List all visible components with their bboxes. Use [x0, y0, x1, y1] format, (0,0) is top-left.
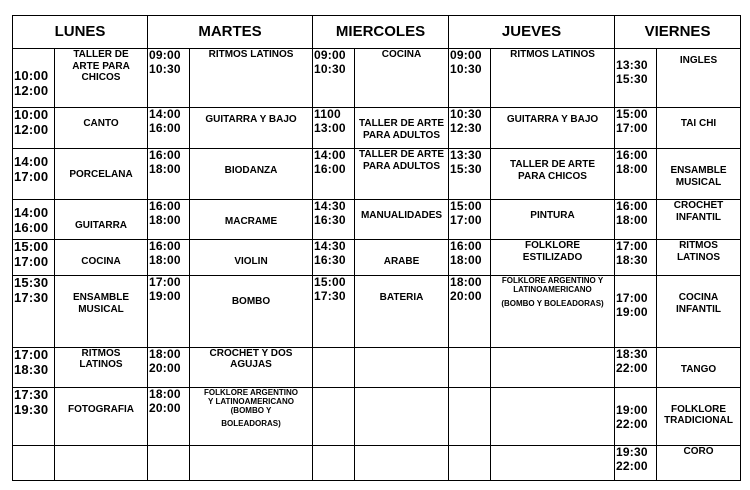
activity-name-line: AGUJAS	[230, 359, 272, 371]
day-header-martes: MARTES	[148, 16, 313, 49]
activity-name-line: BATERIA	[379, 292, 424, 304]
activity-name-line: ARABE	[383, 256, 420, 268]
activity-name-line: TANGO	[680, 363, 717, 375]
start-time: 19:30	[616, 445, 648, 460]
activity-name-line: RITMOS	[679, 240, 718, 252]
jueves-activity-cell	[491, 240, 615, 276]
activity-name-line: BOLEADORAS)	[221, 419, 281, 429]
lunes-time-cell	[13, 49, 55, 108]
end-time: 19:30	[14, 401, 49, 417]
end-time: 16:00	[14, 220, 49, 236]
end-time: 22:00	[616, 416, 648, 431]
activity-name-line: ENSAMBLE	[72, 292, 130, 304]
start-time: 14:00	[14, 154, 49, 170]
miercoles-activity-cell	[355, 108, 449, 149]
activity-name-line: BOMBO	[231, 296, 271, 308]
jueves-activity-cell	[491, 149, 615, 200]
viernes-time-cell	[615, 347, 657, 387]
activity-name-line: CROCHET Y DOS	[209, 347, 293, 359]
start-time: 17:00	[14, 347, 49, 362]
start-time: 19:00	[616, 402, 648, 417]
activity-name-line: ENSAMBLE	[670, 165, 727, 177]
activity-name-line: (BOMBO Y BOLEADORAS)	[501, 298, 604, 308]
viernes-time-cell	[615, 49, 657, 108]
start-time: 1100	[314, 107, 341, 122]
start-time: 14:30	[314, 199, 346, 214]
activity-name-line: ARTE PARA	[72, 60, 130, 72]
viernes-activity-cell	[657, 49, 741, 108]
lunes-time-cell	[13, 149, 55, 200]
viernes-activity-cell	[657, 387, 741, 445]
end-time: 17:30	[314, 289, 346, 304]
activity-name-line: GUITARRA Y BAJO	[205, 114, 297, 126]
miercoles-activity-cell	[355, 387, 449, 445]
viernes-time-cell	[615, 276, 657, 348]
start-time: 16:00	[149, 239, 181, 254]
start-time: 17:30	[14, 387, 49, 402]
start-time: 15:00	[616, 107, 648, 122]
viernes-time-cell	[615, 387, 657, 445]
end-time: 19:00	[616, 305, 648, 320]
miercoles-activity-cell	[355, 240, 449, 276]
end-time: 10:30	[450, 61, 482, 76]
lunes-activity-cell	[55, 240, 148, 276]
activity-name-line: GUITARRA	[74, 220, 128, 232]
viernes-time-cell	[615, 240, 657, 276]
header-row	[13, 16, 741, 49]
martes-time-cell	[148, 276, 190, 348]
activity-name-line: FOLKLORE ARGENTINO Y	[501, 276, 604, 286]
schedule-row	[13, 49, 741, 108]
start-time: 09:00	[149, 48, 181, 62]
martes-time-cell	[148, 49, 190, 108]
start-time: 14:00	[149, 107, 181, 122]
lunes-time-cell	[13, 240, 55, 276]
schedule-row	[13, 446, 741, 481]
end-time: 18:00	[616, 162, 648, 177]
miercoles-activity-cell	[355, 347, 449, 387]
end-time: 16:30	[314, 213, 346, 228]
lunes-activity-cell	[55, 347, 148, 387]
end-time: 18:00	[616, 213, 648, 228]
viernes-time-cell	[615, 108, 657, 149]
start-time: 09:00	[450, 48, 482, 62]
lunes-time-cell	[13, 347, 55, 387]
end-time: 18:30	[616, 253, 648, 268]
martes-activity-cell	[190, 240, 313, 276]
viernes-activity-cell	[657, 108, 741, 149]
activity-name-line: COCINA	[81, 256, 121, 268]
start-time: 16:00	[616, 199, 648, 214]
viernes-activity-cell	[657, 446, 741, 481]
activity-name-line: INFANTIL	[676, 303, 722, 315]
end-time: 20:00	[149, 400, 181, 415]
activity-name-line: LATINOS	[676, 251, 721, 263]
lunes-activity-cell	[55, 49, 148, 108]
end-time: 15:30	[616, 71, 648, 86]
lunes-time-cell	[13, 276, 55, 348]
activity-name-line: LATINOS	[79, 359, 123, 371]
miercoles-activity-cell	[355, 446, 449, 481]
schedule-body	[13, 49, 741, 481]
end-time: 17:00	[14, 254, 49, 270]
lunes-activity-cell	[55, 387, 148, 445]
start-time: 16:00	[450, 239, 482, 254]
start-time: 16:00	[149, 199, 181, 214]
activity-name-line: (BOMBO Y	[230, 406, 272, 416]
miercoles-time-cell	[313, 240, 355, 276]
activity-name-line: ESTILIZADO	[522, 251, 583, 263]
activity-name-line: GUITARRA Y BAJO	[506, 114, 599, 126]
end-time: 18:00	[450, 253, 482, 268]
jueves-time-cell	[449, 200, 491, 240]
jueves-activity-cell	[491, 200, 615, 240]
activity-name-line: FOLKLORE ARGENTINO	[204, 387, 298, 397]
schedule-row	[13, 149, 741, 200]
activity-name-line: RITMOS LATINOS	[208, 49, 294, 60]
activity-name-line: BIODANZA	[224, 165, 278, 177]
start-time: 09:00	[314, 48, 346, 62]
schedule-row	[13, 200, 741, 240]
start-time: 15:30	[14, 275, 49, 291]
end-time: 16:30	[314, 253, 346, 268]
start-time: 10:00	[14, 107, 49, 123]
martes-activity-cell	[190, 108, 313, 149]
jueves-activity-cell	[491, 446, 615, 481]
viernes-time-cell	[615, 200, 657, 240]
jueves-activity-cell	[491, 108, 615, 149]
activity-name-line: RITMOS	[81, 347, 121, 359]
activity-name-line: CHICOS	[81, 72, 121, 83]
end-time: 17:00	[616, 121, 648, 136]
miercoles-time-cell	[313, 347, 355, 387]
activity-name-line: MANUALIDADES	[360, 210, 443, 222]
jueves-activity-cell	[491, 49, 615, 108]
martes-time-cell	[148, 387, 190, 445]
martes-time-cell	[148, 200, 190, 240]
start-time: 16:00	[616, 148, 648, 163]
miercoles-time-cell	[313, 200, 355, 240]
jueves-activity-cell	[491, 276, 615, 348]
miercoles-activity-cell	[355, 200, 449, 240]
miercoles-time-cell	[313, 446, 355, 481]
end-time: 18:00	[149, 253, 181, 268]
activity-name-line: FOTOGRAFIA	[68, 403, 134, 415]
activity-name-line: PARA ADULTOS	[362, 160, 441, 172]
martes-activity-cell	[190, 347, 313, 387]
activity-name-line: PARA CHICOS	[518, 170, 587, 182]
viernes-activity-cell	[657, 149, 741, 200]
activity-name-line: CROCHET	[673, 200, 724, 212]
lunes-activity-cell	[55, 108, 148, 149]
viernes-time-cell	[615, 149, 657, 200]
start-time: 18:00	[149, 347, 181, 361]
jueves-time-cell	[449, 108, 491, 149]
martes-time-cell	[148, 347, 190, 387]
viernes-time-cell	[615, 446, 657, 481]
lunes-time-cell	[13, 387, 55, 445]
activity-name-line: FOLKLORE	[525, 240, 580, 252]
lunes-activity-cell	[55, 446, 148, 481]
martes-activity-cell	[190, 149, 313, 200]
start-time: 10:30	[450, 107, 482, 122]
end-time: 18:00	[149, 213, 181, 228]
end-time: 18:00	[149, 162, 181, 177]
end-time: 17:00	[14, 169, 49, 185]
end-time: 15:30	[450, 162, 482, 177]
end-time: 22:00	[616, 360, 648, 375]
jueves-activity-cell	[491, 387, 615, 445]
martes-activity-cell	[190, 276, 313, 348]
activity-name-line: TAI CHI	[680, 118, 717, 130]
end-time: 17:00	[450, 213, 482, 228]
activity-name-line: COCINA	[678, 292, 719, 304]
martes-activity-cell	[190, 49, 313, 108]
start-time: 17:00	[616, 291, 648, 306]
end-time: 12:30	[450, 121, 482, 136]
lunes-time-cell	[13, 200, 55, 240]
viernes-activity-cell	[657, 276, 741, 348]
start-time: 16:00	[149, 148, 181, 163]
miercoles-activity-cell	[355, 149, 449, 200]
activity-name-line: COCINA	[381, 49, 422, 60]
activity-name-line: Y LATINOAMERICANO	[208, 396, 294, 406]
jueves-time-cell	[449, 387, 491, 445]
jueves-time-cell	[449, 49, 491, 108]
end-time: 17:30	[14, 290, 49, 306]
schedule-row	[13, 240, 741, 276]
day-header-jueves: JUEVES	[449, 16, 615, 49]
start-time: 13:30	[616, 58, 648, 72]
schedule-row	[13, 276, 741, 348]
activity-name-line: LATINOAMERICANO	[513, 285, 592, 295]
lunes-time-cell	[13, 108, 55, 149]
activity-name-line: MUSICAL	[78, 303, 124, 315]
viernes-activity-cell	[657, 240, 741, 276]
miercoles-time-cell	[313, 49, 355, 108]
start-time: 17:00	[616, 239, 648, 254]
start-time: 10:00	[14, 68, 49, 83]
miercoles-activity-cell	[355, 49, 449, 108]
start-time: 17:00	[149, 275, 181, 290]
end-time: 22:00	[616, 458, 648, 473]
activity-name-line: VIOLIN	[234, 256, 268, 268]
jueves-activity-cell	[491, 347, 615, 387]
start-time: 14:00	[314, 148, 346, 163]
start-time: 15:00	[14, 239, 49, 255]
lunes-time-cell	[13, 446, 55, 481]
start-time: 18:00	[450, 275, 482, 290]
end-time: 16:00	[149, 121, 181, 136]
jueves-time-cell	[449, 149, 491, 200]
activity-name-line: TRADICIONAL	[664, 415, 733, 427]
day-header-viernes: VIERNES	[615, 16, 741, 49]
jueves-time-cell	[449, 446, 491, 481]
miercoles-activity-cell	[355, 276, 449, 348]
jueves-time-cell	[449, 276, 491, 348]
activity-name-line: PORCELANA	[69, 169, 133, 181]
activity-name-line: PINTURA	[530, 210, 575, 222]
activity-name-line: INFANTIL	[676, 211, 722, 223]
start-time: 14:00	[14, 205, 49, 221]
end-time: 20:00	[149, 360, 181, 375]
lunes-activity-cell	[55, 149, 148, 200]
activity-name-line: TALLER DE ARTE	[359, 118, 444, 130]
end-time: 16:00	[314, 162, 346, 177]
end-time: 12:00	[14, 82, 49, 98]
schedule-row	[13, 347, 741, 387]
activity-name-line: MACRAME	[224, 216, 278, 228]
martes-activity-cell	[190, 200, 313, 240]
miercoles-time-cell	[313, 387, 355, 445]
activity-name-line: TALLER DE	[73, 49, 129, 60]
martes-time-cell	[148, 240, 190, 276]
end-time: 20:00	[450, 289, 482, 304]
activity-name-line: CANTO	[83, 118, 119, 130]
start-time: 18:30	[616, 347, 648, 361]
miercoles-time-cell	[313, 108, 355, 149]
miercoles-time-cell	[313, 276, 355, 348]
jueves-time-cell	[449, 347, 491, 387]
activity-name-line: INGLES	[679, 55, 718, 66]
weekly-schedule-table	[12, 15, 741, 481]
schedule-row	[13, 108, 741, 149]
activity-name-line: TALLER DE ARTE	[359, 149, 444, 161]
viernes-activity-cell	[657, 347, 741, 387]
activity-name-line: RITMOS LATINOS	[510, 49, 595, 60]
day-header-miercoles: MIERCOLES	[313, 16, 449, 49]
start-time: 15:00	[450, 199, 482, 214]
martes-time-cell	[148, 149, 190, 200]
start-time: 15:00	[314, 275, 346, 290]
miercoles-time-cell	[313, 149, 355, 200]
martes-time-cell	[148, 108, 190, 149]
activity-name-line: PARA ADULTOS	[362, 129, 441, 141]
end-time: 12:00	[14, 122, 49, 138]
lunes-activity-cell	[55, 276, 148, 348]
end-time: 10:30	[149, 61, 181, 76]
activity-name-line: FOLKLORE	[671, 403, 727, 415]
activity-name-line: CORO	[683, 446, 714, 458]
martes-activity-cell	[190, 446, 313, 481]
activity-name-line: MUSICAL	[675, 176, 722, 188]
schedule-row	[13, 387, 741, 445]
jueves-time-cell	[449, 240, 491, 276]
end-time: 13:00	[314, 121, 346, 136]
end-time: 10:30	[314, 61, 346, 76]
lunes-activity-cell	[55, 200, 148, 240]
day-header-lunes: LUNES	[13, 16, 148, 49]
end-time: 18:30	[14, 361, 49, 377]
start-time: 13:30	[450, 148, 482, 163]
start-time: 18:00	[149, 387, 181, 401]
activity-name-line: TALLER DE ARTE	[510, 159, 595, 171]
start-time: 14:30	[314, 239, 346, 254]
viernes-activity-cell	[657, 200, 741, 240]
martes-time-cell	[148, 446, 190, 481]
martes-activity-cell	[190, 387, 313, 445]
end-time: 19:00	[149, 289, 181, 304]
